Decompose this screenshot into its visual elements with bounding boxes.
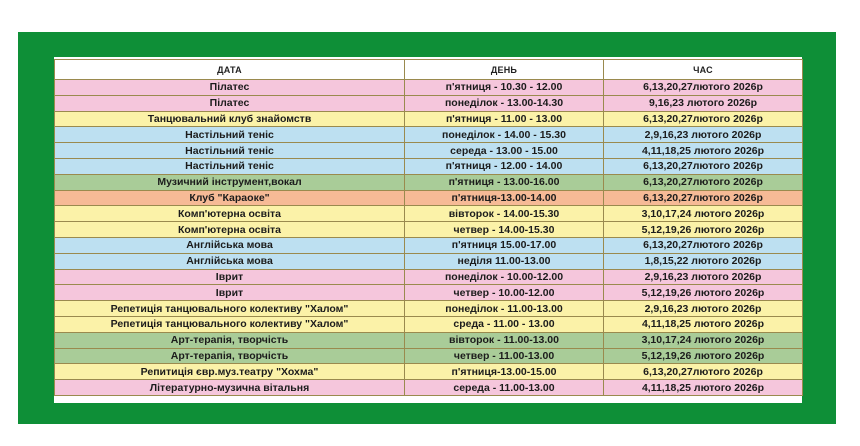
table-row: [55, 332, 803, 348]
dates-cell: 2,9,16,23 лютого 2026р: [604, 127, 803, 143]
table-row: [55, 222, 803, 238]
day-cell: п'ятниця 15.00-17.00: [405, 237, 604, 253]
activity-cell: Комп'ютерна освіта: [55, 222, 405, 238]
activity-cell: Англійська мова: [55, 253, 405, 269]
table-row: [55, 285, 803, 301]
day-cell: п'ятниця - 12.00 - 14.00: [405, 158, 604, 174]
dates-cell: 4,11,18,25 лютого 2026р: [604, 143, 803, 159]
day-cell: п'ятниця-13.00-14.00: [405, 190, 604, 206]
table-header-row: [55, 60, 803, 80]
table-row: [55, 143, 803, 159]
table-row: [55, 111, 803, 127]
day-cell: четвер - 14.00-15.30: [405, 222, 604, 238]
green-frame: [18, 32, 836, 424]
activity-cell: Репетиція танцювального колективу "Халом": [55, 316, 405, 332]
day-cell: п'ятниця-13.00-15.00: [405, 364, 604, 380]
dates-cell: 4,11,18,25 лютого 2026р: [604, 380, 803, 396]
activity-cell: Іврит: [55, 269, 405, 285]
table-row: [55, 301, 803, 317]
table-row: [55, 316, 803, 332]
day-cell: среда - 11.00 - 13.00: [405, 316, 604, 332]
activity-cell: Комп'ютерна освіта: [55, 206, 405, 222]
day-cell: середа - 13.00 - 15.00: [405, 143, 604, 159]
table-row: [55, 127, 803, 143]
day-cell: п'ятниця - 11.00 - 13.00: [405, 111, 604, 127]
table-row: [55, 269, 803, 285]
dates-cell: 5,12,19,26 лютого 2026р: [604, 222, 803, 238]
table-row: [55, 364, 803, 380]
day-cell: понеділок - 10.00-12.00: [405, 269, 604, 285]
schedule-sheet: [54, 57, 802, 403]
activity-cell: Танцювальний клуб знайомств: [55, 111, 405, 127]
dates-cell: 1,8,15,22 лютого 2026р: [604, 253, 803, 269]
activity-cell: Іврит: [55, 285, 405, 301]
day-cell: середа - 11.00-13.00: [405, 380, 604, 396]
dates-cell: 6,13,20,27лютого 2026р: [604, 364, 803, 380]
day-cell: четвер - 10.00-12.00: [405, 285, 604, 301]
column-header-time: ЧАС: [604, 60, 803, 80]
day-cell: понеділок - 11.00-13.00: [405, 301, 604, 317]
table-row: [55, 237, 803, 253]
dates-cell: 5,12,19,26 лютого 2026р: [604, 348, 803, 364]
activity-cell: Пілатес: [55, 95, 405, 111]
table-row: [55, 158, 803, 174]
day-cell: четвер - 11.00-13.00: [405, 348, 604, 364]
day-cell: понеділок - 14.00 - 15.30: [405, 127, 604, 143]
table-row: [55, 348, 803, 364]
activity-cell: Літературно-музична вітальня: [55, 380, 405, 396]
day-cell: понеділок - 13.00-14.30: [405, 95, 604, 111]
activity-cell: Арт-терапія, творчість: [55, 332, 405, 348]
column-header-day: ДЕНЬ: [405, 60, 604, 80]
dates-cell: 6,13,20,27лютого 2026р: [604, 174, 803, 190]
table-row: [55, 253, 803, 269]
activity-cell: Настільний теніс: [55, 158, 405, 174]
activity-cell: Арт-терапія, творчість: [55, 348, 405, 364]
dates-cell: 6,13,20,27лютого 2026р: [604, 111, 803, 127]
table-row: [55, 95, 803, 111]
activity-cell: Клуб "Караоке": [55, 190, 405, 206]
dates-cell: 3,10,17,24 лютого 2026р: [604, 332, 803, 348]
activity-cell: Пілатес: [55, 80, 405, 96]
day-cell: неділя 11.00-13.00: [405, 253, 604, 269]
activity-cell: Англійська мова: [55, 237, 405, 253]
day-cell: вівторок - 14.00-15.30: [405, 206, 604, 222]
column-header-activity: ДАТА: [55, 60, 405, 80]
dates-cell: 4,11,18,25 лютого 2026р: [604, 316, 803, 332]
dates-cell: 2,9,16,23 лютого 2026р: [604, 301, 803, 317]
dates-cell: 9,16,23 лютого 2026р: [604, 95, 803, 111]
day-cell: вівторок - 11.00-13.00: [405, 332, 604, 348]
activity-cell: Репетиція танцювального колективу "Халом": [55, 301, 405, 317]
table-row: [55, 206, 803, 222]
dates-cell: 3,10,17,24 лютого 2026р: [604, 206, 803, 222]
activity-cell: Музичний інструмент,вокал: [55, 174, 405, 190]
dates-cell: 6,13,20,27лютого 2026р: [604, 158, 803, 174]
activity-cell: Репитиція євр.муз.театру "Хохма": [55, 364, 405, 380]
table-row: [55, 174, 803, 190]
dates-cell: 5,12,19,26 лютого 2026р: [604, 285, 803, 301]
dates-cell: 6,13,20,27лютого 2026р: [604, 80, 803, 96]
table-row: [55, 380, 803, 396]
activity-cell: Настільний теніс: [55, 127, 405, 143]
dates-cell: 6,13,20,27лютого 2026р: [604, 190, 803, 206]
dates-cell: 6,13,20,27лютого 2026р: [604, 237, 803, 253]
day-cell: п'ятниця - 13.00-16.00: [405, 174, 604, 190]
day-cell: п'ятниця - 10.30 - 12.00: [405, 80, 604, 96]
dates-cell: 2,9,16,23 лютого 2026р: [604, 269, 803, 285]
activity-cell: Настільний теніс: [55, 143, 405, 159]
table-row: [55, 190, 803, 206]
table-row: [55, 80, 803, 96]
schedule-table: [54, 59, 803, 396]
